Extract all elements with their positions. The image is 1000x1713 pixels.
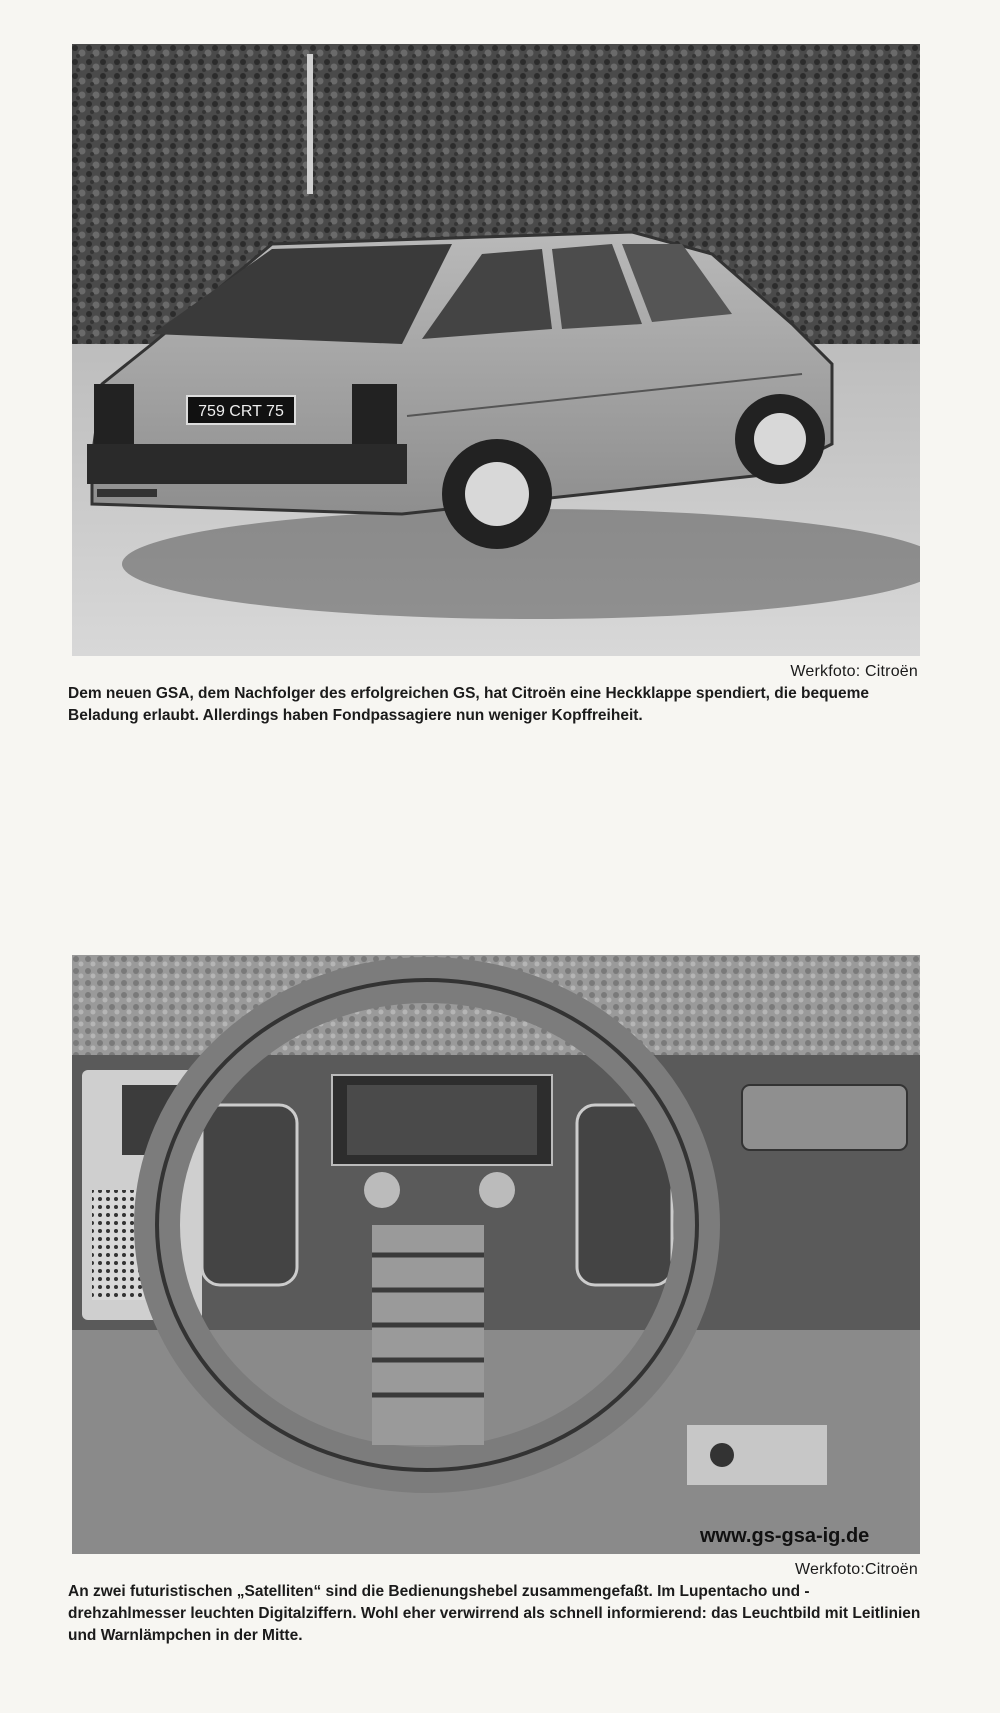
photo-caption-1: Dem neuen GSA, dem Nachfolger des erfolgreichen GS, hat Citroën eine Heckklappe spendiert, die bequeme Beladung erlaubt. Allerdings haben Fondpassagiere nun weniger Kopffreiheit.: [68, 685, 870, 724]
gauge-right: [479, 1172, 515, 1208]
cluster-display: [347, 1085, 537, 1155]
taillight-right: [352, 384, 397, 454]
gauge-left: [364, 1172, 400, 1208]
console-knob: [710, 1443, 734, 1467]
rear-bumper: [87, 444, 407, 484]
console-switch-panel: [687, 1425, 827, 1485]
dashboard-drawing: [72, 955, 920, 1554]
car-exterior-drawing: [72, 44, 920, 656]
photo-caption-2: An zwei futuristischen „Satelliten“ sind die Bedienungshebel zusammengefaßt. Im Lupentacho und -drehzahlmesser leuchten Digitalziffern. Wohl eher verwirrend als schnell informierend: das Leuchtbild mit Leitlinien und Warnlämpchen in der Mitte.: [68, 1583, 921, 1644]
dashboard-photo: [72, 955, 920, 1554]
taillight-left: [94, 384, 134, 454]
exhaust-pipe: [97, 489, 157, 497]
right-dash-panel: [742, 1085, 907, 1150]
website-watermark: www.gs-gsa-ig.de: [700, 1525, 870, 1547]
photo-credit-1: Werkfoto: Citroën: [790, 663, 918, 680]
plate-text: 759 CRT 75: [198, 403, 284, 420]
steering-spoke: [372, 1225, 484, 1445]
car-exterior-photo: [72, 44, 920, 656]
left-satellite-pod: [202, 1105, 297, 1285]
front-hubcap: [754, 413, 806, 465]
rear-hubcap: [465, 462, 529, 526]
photo-credit-2: Werkfoto:Citroën: [795, 1561, 918, 1578]
pole: [307, 54, 313, 194]
